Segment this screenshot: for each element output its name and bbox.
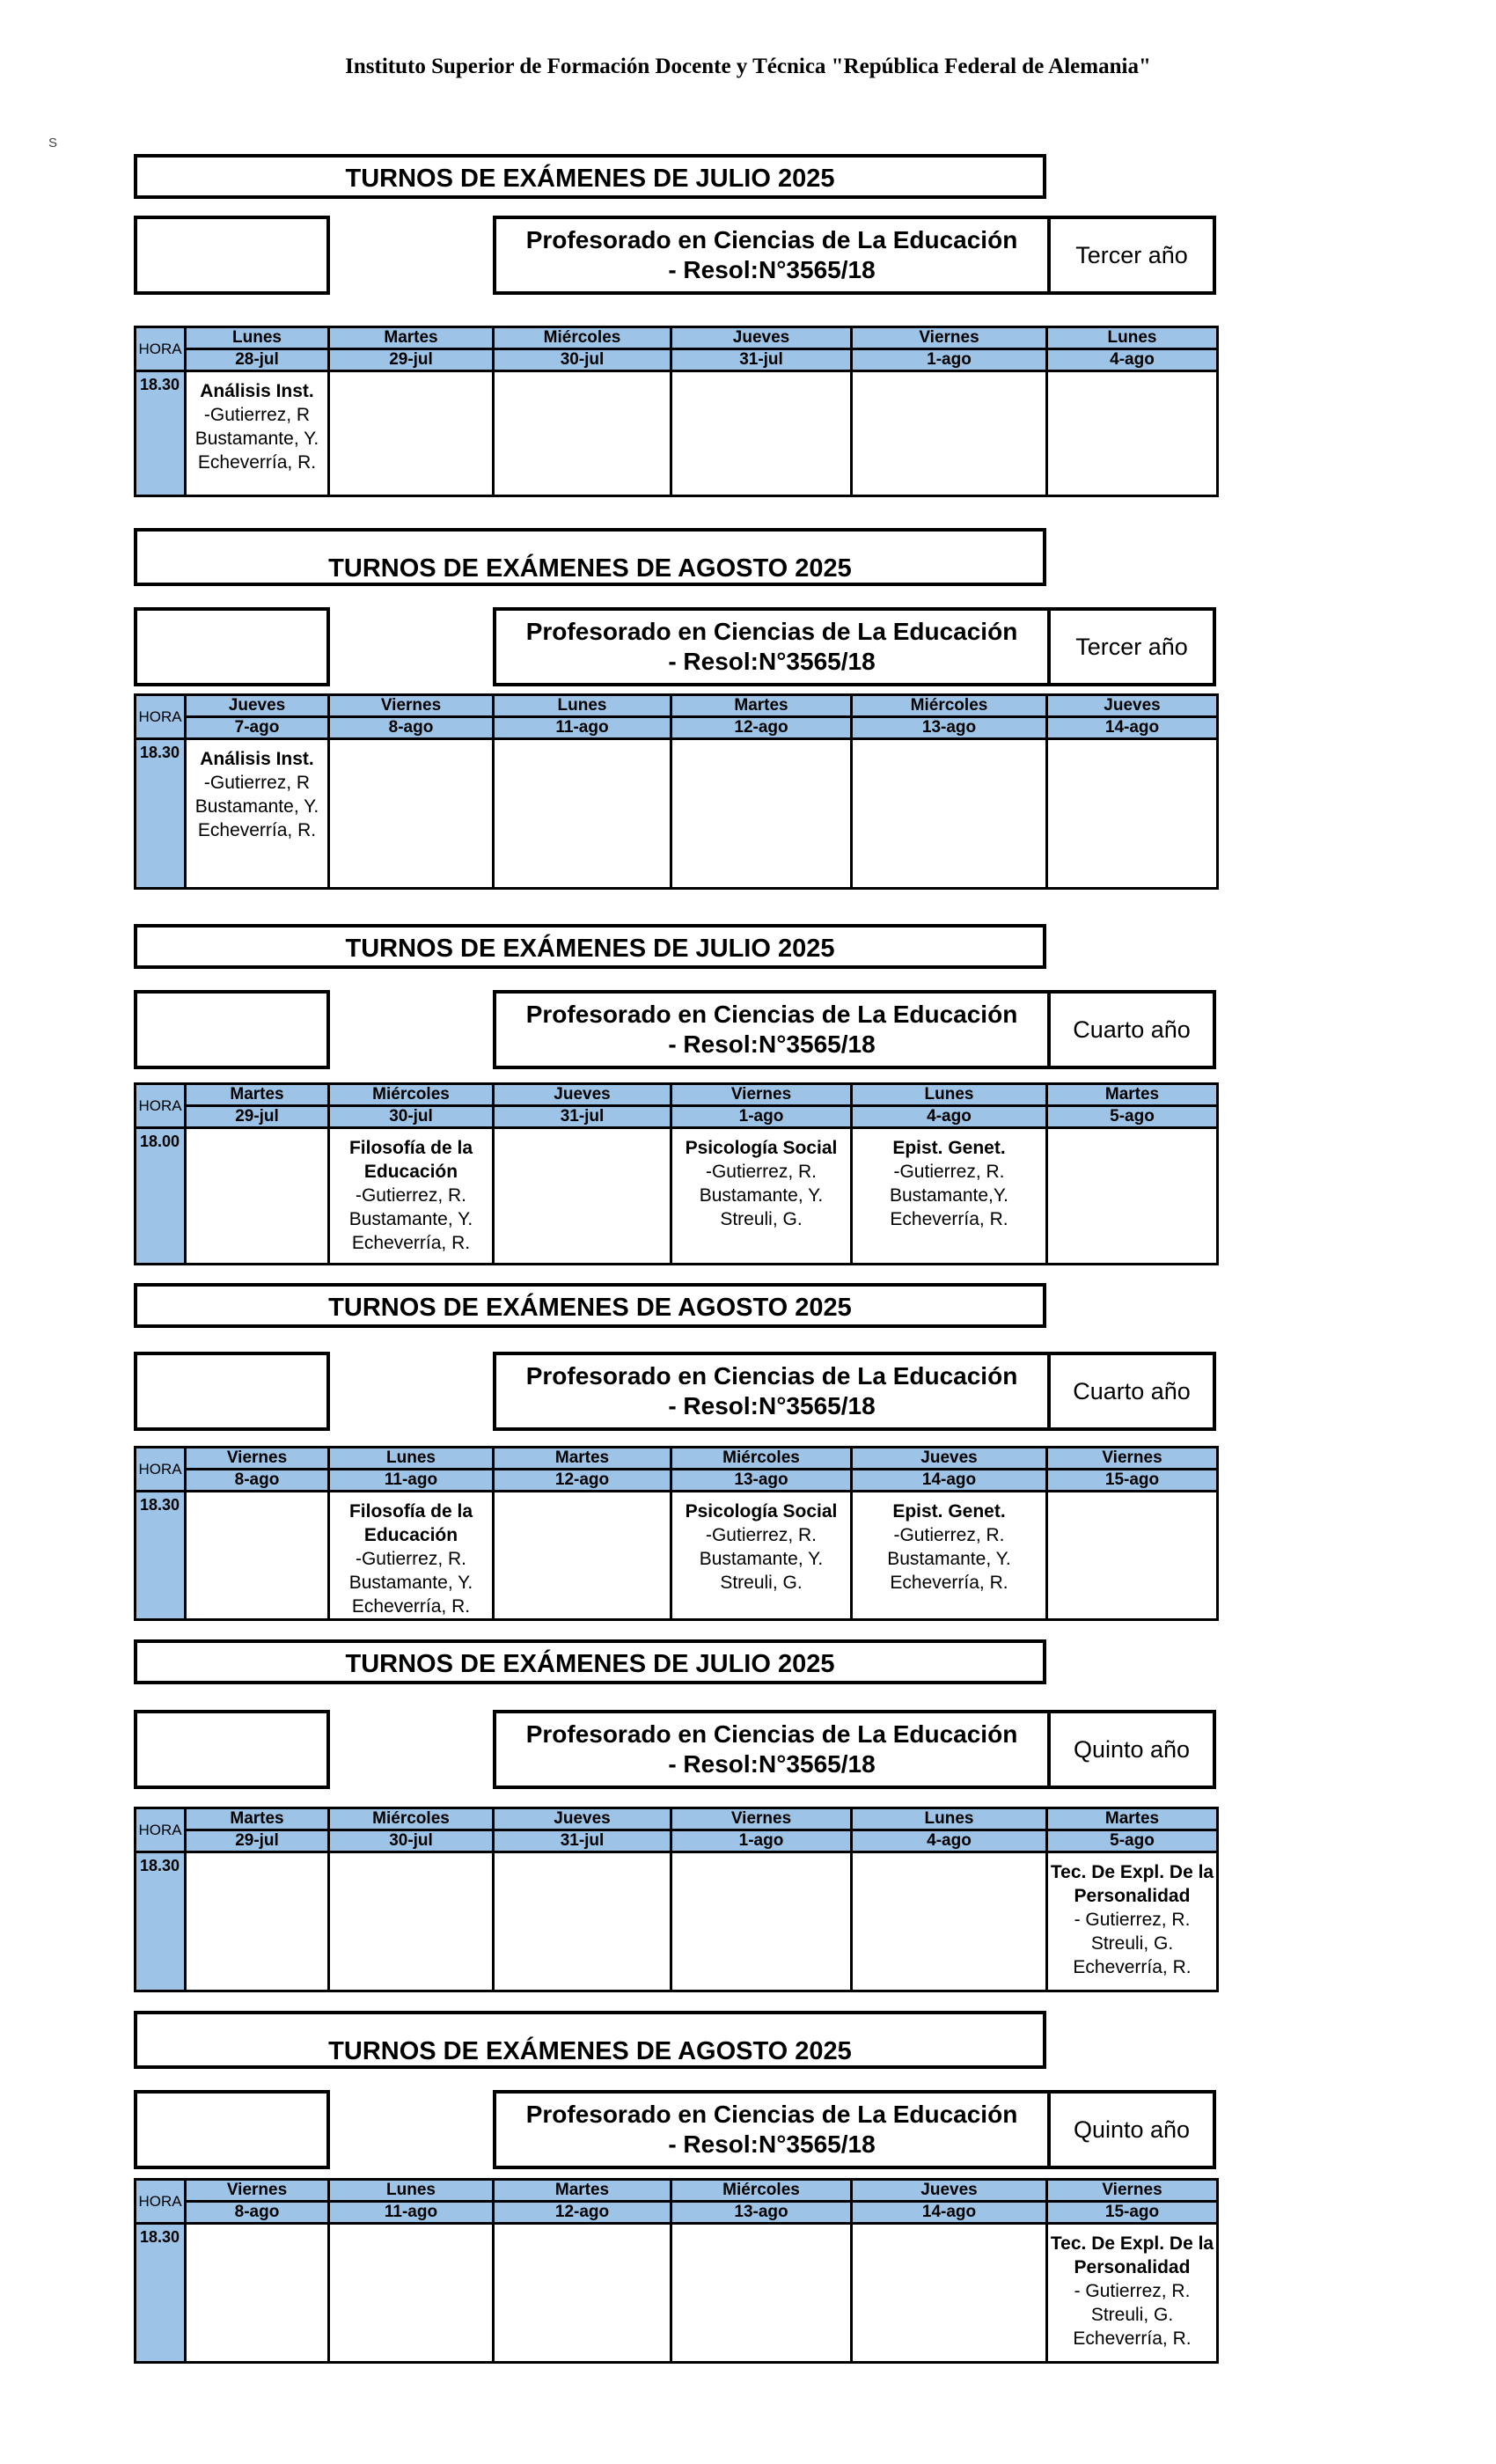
examiner-name: Streuli, G.	[1090, 1933, 1174, 1954]
program-resolution: - Resol:N°3565/18	[668, 1750, 876, 1778]
day-header: Jueves	[852, 1448, 1047, 1470]
date-header: 7-ago	[186, 717, 329, 739]
exam-subject: Filosofía de la Educación	[348, 1138, 473, 1182]
examiner-name: -Gutierrez, R.	[705, 1162, 818, 1182]
program-resolution: - Resol:N°3565/18	[668, 648, 876, 675]
examiner-name: Echeverría, R.	[197, 452, 317, 473]
section-title	[134, 154, 1046, 199]
exam-cell	[671, 1128, 852, 1265]
date-header: 14-ago	[1047, 717, 1218, 739]
examiner-name: -Gutierrez, R.	[355, 1549, 467, 1569]
day-header: Martes	[1047, 1808, 1218, 1830]
examiner-name: Echeverría, R.	[890, 1573, 1008, 1593]
exam-cell	[1047, 1492, 1218, 1620]
exam-time: 18.30	[136, 2224, 186, 2363]
section-title	[134, 924, 1046, 969]
examiner-name: Streuli, G.	[720, 1573, 803, 1593]
exam-cell	[186, 1492, 329, 1620]
date-header: 14-ago	[852, 1470, 1047, 1492]
program-name-line: Profesorado en Ciencias de La Educación	[525, 1001, 1018, 1028]
blank-box	[134, 2090, 330, 2169]
day-header: Viernes	[671, 1808, 852, 1830]
date-header: 15-ago	[1047, 2202, 1218, 2224]
day-header: Viernes	[1047, 1448, 1218, 1470]
hora-header: HORA	[136, 695, 186, 739]
day-header: Lunes	[329, 1448, 494, 1470]
day-header: Viernes	[329, 695, 494, 717]
date-header: 29-jul	[186, 1830, 329, 1852]
date-header: 8-ago	[186, 2202, 329, 2224]
examiner-name: Echeverría, R.	[890, 1209, 1008, 1229]
exam-time: 18.30	[136, 739, 186, 889]
date-header: 30-jul	[494, 349, 671, 371]
program-year: Tercer año	[1075, 241, 1188, 268]
date-header: 5-ago	[1047, 1830, 1218, 1852]
exam-cell	[329, 739, 494, 889]
exam-cell	[329, 1128, 494, 1265]
section-title	[134, 1283, 1046, 1328]
examiner-name: Echeverría, R.	[351, 1596, 471, 1617]
date-header: 30-jul	[329, 1830, 494, 1852]
day-header: Jueves	[494, 1084, 671, 1106]
examiner-name: Bustamante, Y.	[348, 1573, 473, 1593]
date-header: 28-jul	[186, 349, 329, 371]
section-title-text: TURNOS DE EXÁMENES DE AGOSTO 2025	[328, 2037, 852, 2065]
examiner-name: -Gutierrez, R.	[355, 1185, 467, 1206]
day-header: Lunes	[1047, 327, 1218, 349]
examiner-name: Echeverría, R.	[1073, 2328, 1192, 2349]
date-header: 13-ago	[671, 2202, 852, 2224]
day-header: Lunes	[329, 2180, 494, 2202]
exam-subject: Tec. De Expl. De la Personalidad	[1050, 2233, 1214, 2277]
day-header: Jueves	[671, 327, 852, 349]
program-resolution: - Resol:N°3565/18	[668, 1392, 876, 1419]
section-title	[134, 2011, 1046, 2069]
examiner-name: Bustamante, Y.	[699, 1549, 824, 1569]
day-header: Miércoles	[671, 2180, 852, 2202]
date-header: 12-ago	[494, 1470, 671, 1492]
exam-subject: Psicología Social	[685, 1501, 838, 1522]
program-box	[493, 1710, 1216, 1789]
schedule-table	[134, 1446, 1219, 1621]
schedule-table	[134, 2178, 1219, 2364]
day-header: Martes	[494, 1448, 671, 1470]
exam-subject: Filosofía de la Educación	[348, 1501, 473, 1545]
blank-box	[134, 990, 330, 1069]
date-header: 12-ago	[494, 2202, 671, 2224]
hora-header: HORA	[136, 1808, 186, 1852]
exam-cell	[1047, 371, 1218, 496]
blank-box	[134, 607, 330, 686]
program-box	[493, 2090, 1216, 2169]
program-name	[496, 994, 1051, 1066]
section-title-text: TURNOS DE EXÁMENES DE AGOSTO 2025	[328, 1294, 852, 1322]
program-name	[496, 1355, 1051, 1427]
hora-header: HORA	[136, 327, 186, 371]
section-title	[134, 1639, 1046, 1684]
day-header: Lunes	[852, 1084, 1047, 1106]
date-header: 29-jul	[186, 1106, 329, 1128]
program-year: Cuarto año	[1073, 1377, 1191, 1404]
schedule-table	[134, 1807, 1219, 1992]
program-year: Quinto año	[1073, 2116, 1191, 2143]
day-header: Viernes	[186, 2180, 329, 2202]
stray-mark: S	[48, 136, 58, 150]
date-header: 4-ago	[1047, 349, 1218, 371]
exam-time: 18.00	[136, 1128, 186, 1265]
program-name-line: Profesorado en Ciencias de La Educación	[525, 2101, 1018, 2128]
day-header: Lunes	[186, 327, 329, 349]
day-header: Viernes	[671, 1084, 852, 1106]
examiner-name: Echeverría, R.	[1073, 1957, 1192, 1977]
date-header: 13-ago	[852, 717, 1047, 739]
exam-cell	[1047, 739, 1218, 889]
examiner-name: Bustamante,Y.	[889, 1185, 1009, 1206]
date-header: 12-ago	[671, 717, 852, 739]
examiner-name: -Gutierrez, R.	[705, 1525, 818, 1545]
day-header: Martes	[186, 1808, 329, 1830]
exam-cell	[329, 371, 494, 496]
exam-time: 18.30	[136, 371, 186, 496]
exam-time: 18.30	[136, 1852, 186, 1991]
examiner-name: -Gutierrez, R	[203, 405, 311, 425]
program-box	[493, 990, 1216, 1069]
exam-cell	[494, 1128, 671, 1265]
examiner-name: Bustamante, Y.	[194, 796, 319, 817]
section-title-text: TURNOS DE EXÁMENES DE JULIO 2025	[345, 165, 835, 193]
exam-time: 18.30	[136, 1492, 186, 1620]
examiner-name: Streuli, G.	[1090, 2305, 1174, 2325]
schedule-table	[134, 1082, 1219, 1265]
schedule-table	[134, 693, 1219, 890]
exam-cell	[1047, 1852, 1218, 1991]
examiner-name: Bustamante, Y.	[194, 429, 319, 449]
day-header: Jueves	[852, 2180, 1047, 2202]
date-header: 13-ago	[671, 1470, 852, 1492]
date-header: 1-ago	[852, 349, 1047, 371]
day-header: Miércoles	[852, 695, 1047, 717]
date-header: 11-ago	[329, 1470, 494, 1492]
exam-cell	[852, 1492, 1047, 1620]
day-header: Viernes	[852, 327, 1047, 349]
program-resolution: - Resol:N°3565/18	[668, 2130, 876, 2158]
day-header: Jueves	[186, 695, 329, 717]
exam-cell	[671, 1492, 852, 1620]
program-name-line: Profesorado en Ciencias de La Educación	[525, 618, 1018, 645]
exam-subject: Análisis Inst.	[200, 381, 314, 401]
day-header: Martes	[494, 2180, 671, 2202]
hora-header: HORA	[136, 2180, 186, 2224]
exam-cell	[671, 2224, 852, 2363]
examiner-name: Bustamante, Y.	[348, 1209, 473, 1229]
section-title	[134, 528, 1046, 586]
exam-subject: Epist. Genet.	[892, 1138, 1006, 1158]
date-header: 8-ago	[329, 717, 494, 739]
exam-cell	[852, 739, 1047, 889]
day-header: Miércoles	[494, 327, 671, 349]
date-header: 14-ago	[852, 2202, 1047, 2224]
program-year: Cuarto año	[1073, 1016, 1191, 1043]
exam-cell	[494, 371, 671, 496]
page-header: Instituto Superior de Formación Docente y Técnica "República Federal de Alemania"	[345, 55, 1151, 78]
exam-cell	[852, 371, 1047, 496]
exam-cell	[186, 1852, 329, 1991]
day-header: Viernes	[1047, 2180, 1218, 2202]
program-year: Tercer año	[1075, 633, 1188, 660]
hora-header: HORA	[136, 1084, 186, 1128]
examiner-name: -Gutierrez, R.	[893, 1162, 1005, 1182]
day-header: Jueves	[1047, 695, 1218, 717]
exam-cell	[329, 2224, 494, 2363]
section-title-text: TURNOS DE EXÁMENES DE JULIO 2025	[345, 935, 835, 963]
program-name-line: Profesorado en Ciencias de La Educación	[525, 226, 1018, 253]
date-header: 31-jul	[671, 349, 852, 371]
date-header: 30-jul	[329, 1106, 494, 1128]
exam-cell	[186, 739, 329, 889]
date-header: 8-ago	[186, 1470, 329, 1492]
section-title-text: TURNOS DE EXÁMENES DE JULIO 2025	[345, 1650, 835, 1678]
blank-box	[134, 1710, 330, 1789]
examiner-name: Bustamante, Y.	[699, 1185, 824, 1206]
date-header: 31-jul	[494, 1106, 671, 1128]
exam-cell	[852, 2224, 1047, 2363]
program-name-line: Profesorado en Ciencias de La Educación	[525, 1720, 1018, 1748]
program-name-line: Profesorado en Ciencias de La Educación	[525, 1362, 1018, 1390]
program-name	[496, 2094, 1051, 2166]
exam-subject: Epist. Genet.	[892, 1501, 1006, 1522]
exam-cell	[671, 1852, 852, 1991]
schedule-table	[134, 326, 1219, 497]
hora-header: HORA	[136, 1448, 186, 1492]
program-resolution: - Resol:N°3565/18	[668, 256, 876, 283]
day-header: Miércoles	[329, 1808, 494, 1830]
exam-subject: Psicología Social	[685, 1138, 838, 1158]
day-header: Martes	[186, 1084, 329, 1106]
program-resolution: - Resol:N°3565/18	[668, 1030, 876, 1058]
examiner-name: Streuli, G.	[720, 1209, 803, 1229]
date-header: 11-ago	[494, 717, 671, 739]
examiner-name: Bustamante, Y.	[887, 1549, 1011, 1569]
exam-subject: Análisis Inst.	[200, 749, 314, 769]
program-box	[493, 607, 1216, 686]
exam-cell	[329, 1492, 494, 1620]
examiner-name: -Gutierrez, R	[203, 773, 311, 793]
date-header: 1-ago	[671, 1106, 852, 1128]
date-header: 1-ago	[671, 1830, 852, 1852]
examiner-name: Echeverría, R.	[197, 820, 317, 840]
date-header: 15-ago	[1047, 1470, 1218, 1492]
examiner-name: -Gutierrez, R.	[893, 1525, 1005, 1545]
exam-cell	[1047, 1128, 1218, 1265]
exam-cell	[186, 371, 329, 496]
exam-cell	[329, 1852, 494, 1991]
program-box	[493, 216, 1216, 295]
examiner-name: - Gutierrez, R.	[1074, 1910, 1191, 1930]
day-header: Martes	[329, 327, 494, 349]
date-header: 31-jul	[494, 1830, 671, 1852]
exam-cell	[671, 371, 852, 496]
day-header: Miércoles	[671, 1448, 852, 1470]
blank-box	[134, 216, 330, 295]
section-title-text: TURNOS DE EXÁMENES DE AGOSTO 2025	[328, 554, 852, 583]
program-year: Quinto año	[1073, 1735, 1191, 1763]
day-header: Lunes	[494, 695, 671, 717]
program-name	[496, 219, 1051, 291]
exam-cell	[671, 739, 852, 889]
date-header: 11-ago	[329, 2202, 494, 2224]
exam-cell	[494, 1852, 671, 1991]
program-name	[496, 1713, 1051, 1786]
exam-cell	[1047, 2224, 1218, 2363]
day-header: Martes	[671, 695, 852, 717]
program-box	[493, 1352, 1216, 1431]
examiner-name: - Gutierrez, R.	[1074, 2281, 1191, 2301]
exam-cell	[494, 739, 671, 889]
exam-subject: Tec. De Expl. De la Personalidad	[1050, 1862, 1214, 1906]
day-header: Martes	[1047, 1084, 1218, 1106]
exam-cell	[852, 1128, 1047, 1265]
examiner-name: Echeverría, R.	[351, 1233, 471, 1253]
exam-cell	[494, 2224, 671, 2363]
blank-box	[134, 1352, 330, 1431]
day-header: Lunes	[852, 1808, 1047, 1830]
date-header: 4-ago	[852, 1830, 1047, 1852]
exam-cell	[186, 1128, 329, 1265]
exam-cell	[494, 1492, 671, 1620]
date-header: 4-ago	[852, 1106, 1047, 1128]
day-header: Miércoles	[329, 1084, 494, 1106]
day-header: Jueves	[494, 1808, 671, 1830]
exam-cell	[186, 2224, 329, 2363]
date-header: 5-ago	[1047, 1106, 1218, 1128]
day-header: Viernes	[186, 1448, 329, 1470]
exam-cell	[852, 1852, 1047, 1991]
program-name	[496, 611, 1051, 683]
date-header: 29-jul	[329, 349, 494, 371]
